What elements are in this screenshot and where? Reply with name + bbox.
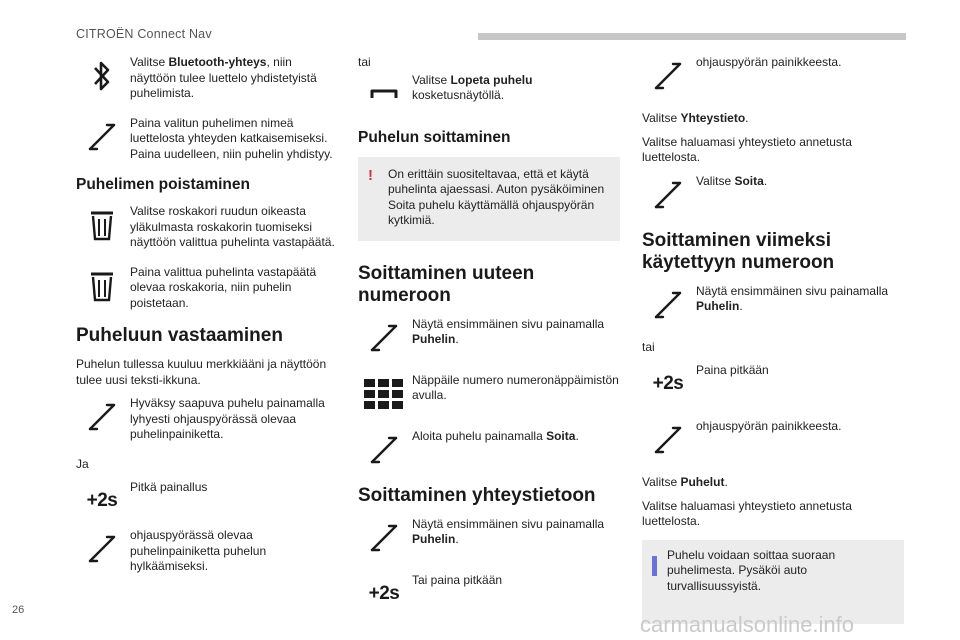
phone-icon [76, 528, 128, 570]
step-text: Valitse roskakori ruudun oikeasta yläkulmasta roskakorin tuomiseksi näyttöön valittua puhelinta vastapäätä. [130, 204, 335, 249]
watermark: carmanualsonline.info [640, 612, 855, 637]
step-text: ohjauspyörän painikkeesta. [696, 419, 842, 433]
step-trash-select [76, 204, 338, 251]
long-press-icon: +2s [86, 490, 118, 511]
step-bluetooth [76, 55, 338, 102]
phone-icon [76, 116, 128, 158]
heading-puheluun-vastaaminen: Puheluun vastaaminen [76, 325, 283, 346]
phone-icon [642, 55, 694, 97]
hang-up-icon [358, 73, 410, 115]
step-text: Aloita puhelu painamalla Soita. [412, 428, 579, 443]
step-text: Näppäile numero numeronäppäimistön avulla. [412, 372, 619, 402]
phone-icon [642, 419, 694, 461]
paragraph: Valitse Yhteystieto. [642, 111, 749, 125]
step-call [358, 429, 620, 471]
paragraph-tai: tai [358, 55, 371, 69]
heading-soittaminen-viimeksi: Soittaminen viimeksi käytettyyn numeroon [642, 229, 835, 273]
trash-icon [76, 265, 128, 307]
step-text: Pitkä painallus [130, 480, 208, 494]
column-3 [642, 55, 904, 624]
phone-icon [358, 517, 410, 559]
paragraph-tai: tai [642, 339, 655, 354]
long-press-icon: +2s [368, 582, 400, 604]
step-trash-delete [76, 265, 338, 312]
phone-icon [642, 284, 694, 326]
step-hang-up [358, 73, 620, 115]
step-accept [76, 396, 338, 443]
paragraph: Valitse haluamasi yhteystieto annetusta luettelosta. [642, 134, 852, 164]
header-bar [478, 33, 906, 40]
step-text: Valitse Bluetooth-yhteys, niin näyttöön tulee luettelo yhdistetyistä puhelimista. [130, 55, 317, 100]
keypad-icon [358, 373, 410, 415]
phone-icon [76, 396, 128, 438]
step-text: ohjauspyörässä olevaa puhelinpainiketta puhelun hylkäämiseksi. [130, 528, 267, 573]
step-open-phone-3 [642, 284, 904, 326]
step-long-press-2 [358, 573, 620, 615]
trash-icon [76, 204, 128, 246]
warning-text: On erittäin suositeltavaa, että et käytä puhelinta ajaessasi. Auton pysäköiminen Soita puhelu käyttämällä ohjauspyörän kytkimiä. [388, 166, 605, 227]
warning-box [358, 157, 620, 241]
column-1 [76, 55, 338, 589]
step-steering-button [642, 55, 904, 97]
phone-icon [358, 429, 410, 471]
step-disconnect [76, 116, 338, 163]
step-text: Näytä ensimmäinen sivu painamalla Puhelin. [412, 516, 605, 546]
document-title: CITROËN Connect Nav [76, 27, 212, 41]
heading-puhelimen-poistaminen: Puhelimen poistaminen [76, 176, 250, 193]
step-long-press-3 [642, 363, 904, 405]
long-press-icon: +2s [652, 373, 684, 394]
warning-icon: ! [368, 166, 373, 184]
phone-icon [642, 174, 694, 216]
step-keypad [358, 373, 620, 415]
step-text: Hyväksy saapuva puhelu painamalla lyhyesti ohjauspyörässä olevaa puhelinpainiketta. [130, 396, 325, 441]
step-long-press [76, 480, 338, 522]
step-text: Paina pitkään [696, 363, 769, 377]
step-text: Valitse Lopeta puhelu kosketusnäytöllä. [412, 72, 533, 102]
step-text: Paina valittua puhelinta vastapäätä olevaa roskakoria, niin puhelin poistetaan. [130, 264, 317, 310]
paragraph: Valitse Puhelut. [642, 475, 728, 489]
step-open-phone [358, 317, 620, 359]
column-2 [358, 55, 620, 629]
step-text: Valitse Soita. [696, 173, 768, 188]
step-text: Tai paina pitkään [412, 572, 503, 587]
bluetooth-icon [76, 55, 128, 97]
heading-soittaminen-yhteystietoon: Soittaminen yhteystietoon [358, 484, 596, 506]
step-text: Paina valitun puhelimen nimeä luettelosta yhteyden katkaisemiseksi. Paina uudelleen, niin puhelin yhdistyy. [130, 115, 333, 161]
heading-soittaminen-uuteen-numeroon: Soittaminen uuteen numeroon [358, 262, 535, 306]
step-steering-button-2 [642, 419, 904, 461]
step-text: ohjauspyörän painikkeesta. [696, 55, 842, 69]
heading-puhelun-soittaminen: Puhelun soittaminen [358, 128, 511, 146]
paragraph: Valitse haluamasi yhteystieto annetusta luettelosta. [642, 498, 852, 528]
step-text: Näytä ensimmäinen sivu painamalla Puhelin. [696, 283, 889, 313]
page-number: 26 [12, 604, 25, 616]
paragraph: Puhelun tullessa kuuluu merkkiääni ja näyttöön tulee uusi teksti-ikkuna. [76, 357, 327, 387]
phone-icon [358, 317, 410, 359]
step-soita [642, 174, 904, 216]
info-text: Puhelu voidaan soittaa suoraan puhelimesta. Pysäköi auto turvallisuussyistä. [667, 547, 836, 593]
step-open-phone-2 [358, 517, 620, 559]
paragraph-ja: Ja [76, 456, 89, 471]
step-reject [76, 528, 338, 575]
step-text: Näytä ensimmäinen sivu painamalla Puhelin. [412, 316, 605, 346]
